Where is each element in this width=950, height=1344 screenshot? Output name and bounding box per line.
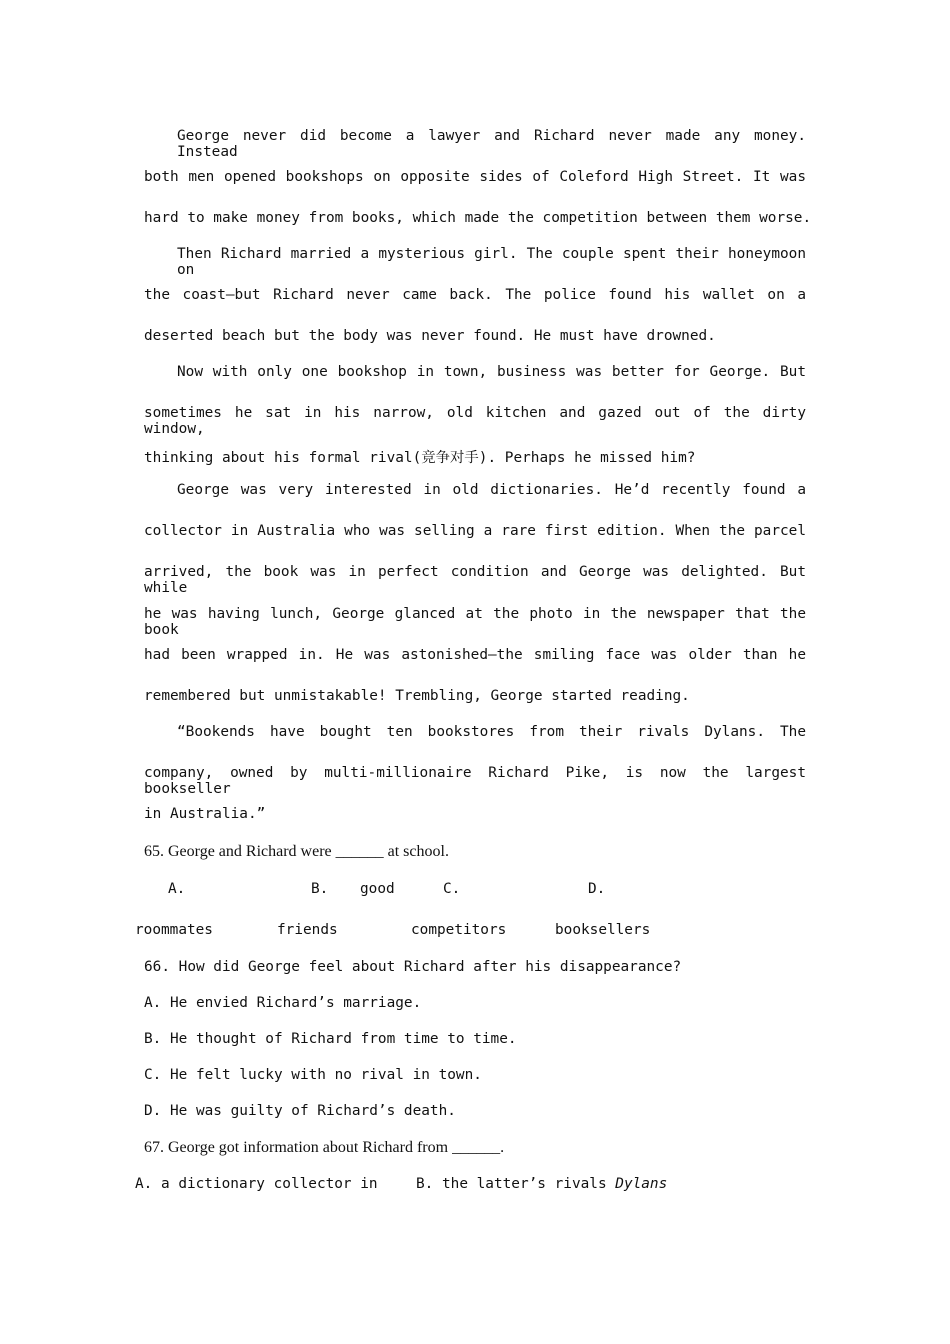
option-a-text: roommates [135, 922, 213, 938]
question-66-option-d: D. He was guilty of Richard’s death. [144, 1103, 456, 1119]
passage-line: deserted beach but the body was never found. He must have drowned. [144, 328, 716, 344]
option-letter-d: D. [588, 881, 606, 897]
question-66-option-b: B. He thought of Richard from time to time. [144, 1031, 517, 1047]
passage-line: George was very interested in old dictionaries. He’d recently found a [177, 482, 806, 498]
passage-line: both men opened bookshops on opposite sides of Coleford High Street. It was [144, 169, 806, 185]
option-letter-a: A. [168, 881, 186, 897]
passage-line: sometimes he sat in his narrow, old kitchen and gazed out of the dirty window, [144, 405, 806, 437]
option-letter-b: B. [311, 881, 329, 897]
question-66-option-a: A. He envied Richard’s marriage. [144, 995, 422, 1011]
question-67-option-b-italic: Dylans [615, 1176, 668, 1192]
question-66-stem: 66. How did George feel about Richard after his disappearance? [144, 959, 682, 975]
passage-line: Then Richard married a mysterious girl. The couple spent their honeymoon on [177, 246, 806, 278]
question-67-stem: 67. George got information about Richard from ______. [144, 1139, 505, 1156]
passage-line: remembered but unmistakable! Trembling, George started reading. [144, 688, 690, 704]
question-67-option-b [416, 1176, 667, 1192]
passage-line: the coast—but Richard never came back. The police found his wallet on a [144, 287, 806, 303]
passage-line: had been wrapped in. He was astonished—the smiling face was older than he [144, 647, 806, 663]
passage-line: company, owned by multi-millionaire Richard Pike, is now the largest bookseller [144, 765, 806, 797]
passage-line: Now with only one bookshop in town, business was better for George. But [177, 364, 806, 380]
passage-line: hard to make money from books, which made the competition between them worse. [144, 210, 812, 226]
option-d-text: booksellers [555, 922, 651, 938]
question-66-option-c: C. He felt lucky with no rival in town. [144, 1067, 482, 1083]
question-67-option-a: A. a dictionary collector in [135, 1176, 378, 1192]
passage-line: in Australia.” [144, 806, 266, 822]
passage-line: he was having lunch, George glanced at the photo in the newspaper that the book [144, 606, 806, 638]
question-65-stem: 65. George and Richard were ______ at school. [144, 843, 449, 860]
passage-line: arrived, the book was in perfect condition and George was delighted. But while [144, 564, 806, 596]
option-b-inline: good [360, 881, 395, 897]
question-67-option-b-text: B. the latter’s rivals [416, 1176, 607, 1192]
passage-line: George never did become a lawyer and Richard never made any money. Instead [177, 128, 806, 160]
passage-line: thinking about his formal rival(竞争对手). Perhaps he missed him? [144, 450, 696, 466]
option-letter-c: C. [443, 881, 461, 897]
passage-line: collector in Australia who was selling a rare first edition. When the parcel [144, 523, 806, 539]
option-b-text: friends [277, 922, 338, 938]
option-c-text: competitors [411, 922, 507, 938]
passage-line: “Bookends have bought ten bookstores from their rivals Dylans. The [177, 724, 806, 740]
